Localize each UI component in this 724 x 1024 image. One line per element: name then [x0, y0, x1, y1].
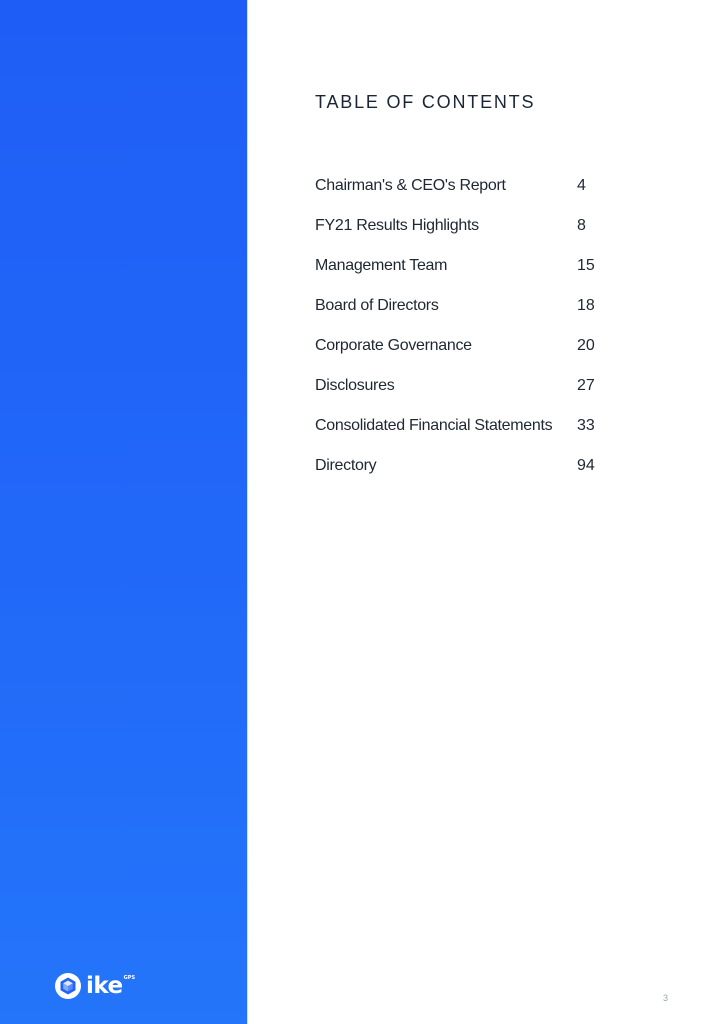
toc-entry-page: 15: [577, 257, 595, 274]
toc-entry-label: Board of Directors: [315, 297, 439, 314]
toc-entry-label: Consolidated Financial Statements: [315, 417, 553, 434]
logo-superscript: GPS: [123, 975, 136, 981]
toc-entry-consolidated-financial-statements[interactable]: [315, 416, 615, 456]
toc-title: TABLE OF CONTENTS: [315, 92, 536, 112]
toc-entry-board-of-directors[interactable]: [315, 296, 615, 336]
toc-entry-fy21-results-highlights[interactable]: [315, 216, 615, 256]
toc-entry-disclosures[interactable]: [315, 376, 615, 416]
toc-entry-page: 8: [577, 217, 586, 234]
toc-entry-page: 20: [577, 337, 595, 354]
page-number: 3: [663, 993, 669, 1003]
toc-entry-chairmans-ceos-report[interactable]: [315, 176, 615, 216]
toc-list: [315, 176, 615, 496]
company-logo: [54, 971, 135, 1001]
logo-wordmark: ike: [86, 973, 123, 999]
blue-side-panel: [0, 0, 247, 1024]
toc-entry-label: Chairman's & CEO's Report: [315, 177, 506, 194]
toc-entry-label: Disclosures: [315, 377, 395, 394]
toc-entry-corporate-governance[interactable]: [315, 336, 615, 376]
toc-entry-page: 4: [577, 177, 586, 194]
toc-entry-page: 33: [577, 417, 595, 434]
ike-cube-logo-icon: [54, 972, 82, 1000]
toc-entry-page: 27: [577, 377, 595, 394]
panel-divider: [247, 0, 248, 1024]
toc-entry-label: FY21 Results Highlights: [315, 217, 479, 234]
toc-entry-page: 18: [577, 297, 595, 314]
toc-entry-label: Management Team: [315, 257, 448, 274]
toc-entry-management-team[interactable]: [315, 256, 615, 296]
toc-entry-label: Directory: [315, 457, 377, 474]
toc-entry-page: 94: [577, 457, 595, 474]
toc-entry-directory[interactable]: [315, 456, 615, 496]
toc-entry-label: Corporate Governance: [315, 337, 472, 354]
